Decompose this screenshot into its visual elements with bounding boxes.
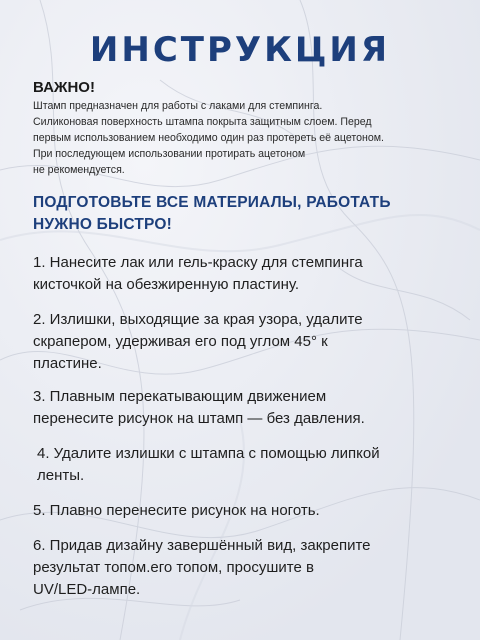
step-6: [33, 535, 371, 601]
prepare-heading-line: НУЖНО БЫСТРО!: [33, 216, 172, 233]
step-5: [33, 500, 320, 522]
step-text-line: пластине.: [33, 355, 102, 372]
step-3: [33, 386, 365, 430]
important-text-line: При последующем использовании протирать ацетоном: [33, 148, 306, 160]
prepare-heading-line: ПОДГОТОВЬТЕ ВСЕ МАТЕРИАЛЫ, РАБОТАТЬ: [33, 194, 391, 211]
step-text-line: 2. Излишки, выходящие за края узора, удалите: [33, 311, 363, 328]
prepare-heading: [33, 192, 453, 236]
step-4: [37, 443, 380, 487]
important-heading: ВАЖНО!: [33, 79, 95, 96]
step-text-line: 1. Нанесите лак или гель-краску для стемпинга: [33, 254, 363, 271]
step-text-line: скрапером, удерживая его под углом 45° к: [33, 333, 328, 350]
important-text-line: Силиконовая поверхность штампа покрыта защитным слоем. Перед: [33, 116, 372, 128]
step-2: [33, 309, 363, 375]
step-text-line: 4. Удалите излишки с штампа с помощью липкой: [37, 445, 380, 462]
step-text-line: перенесите рисунок на штамп — без давления.: [33, 410, 365, 427]
page-title: ИНСТРУКЦИЯ: [89, 30, 391, 70]
important-text-line: первым использованием необходимо один раз протереть её ацетоном.: [33, 132, 384, 144]
step-text-line: 3. Плавным перекатывающим движением: [33, 388, 327, 405]
step-text-line: 6. Придав дизайну завершённый вид, закрепите: [33, 537, 371, 554]
important-text-line: Штамп предназначен для работы с лаками для стемпинга.: [33, 100, 323, 112]
step-text-line: кисточкой на обезжиренную пластину.: [33, 276, 300, 293]
step-text-line: ленты.: [37, 467, 85, 484]
important-text-line: не рекомендуется.: [33, 164, 125, 176]
step-text-line: UV/LED-лампе.: [33, 581, 141, 598]
step-1: [33, 252, 363, 296]
step-text-line: 5. Плавно перенесите рисунок на ноготь.: [33, 502, 320, 519]
step-text-line: результат топом.его топом, просушите в: [33, 559, 314, 576]
